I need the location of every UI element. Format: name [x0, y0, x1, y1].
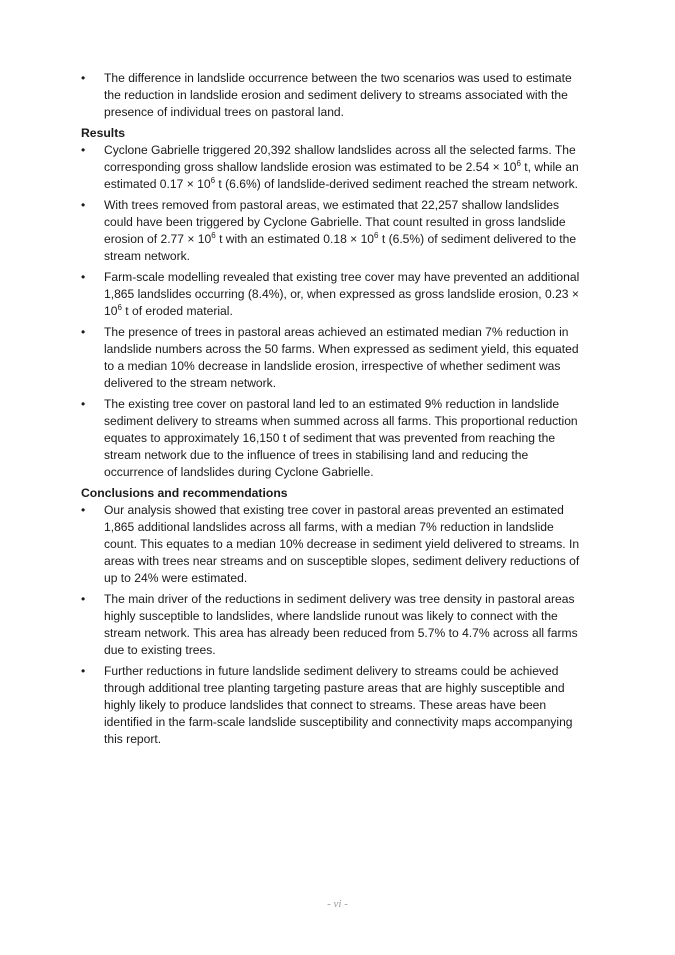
bullet-text: The existing tree cover on pastoral land led to an estimated 9% reduction in landslide sediment delivery to streams when summed across all farms. This proportional reduction equates to approximately 16,150 t of sediment that was prevented from reaching the stream network due to the influence of trees in stabilising land and reducing the occurrence of landslides during Cyclone Gabrielle.	[104, 397, 578, 479]
list-item	[81, 663, 581, 748]
list-item	[81, 142, 581, 193]
list-item	[81, 502, 581, 587]
exponent: 6	[516, 158, 521, 168]
list-item	[81, 591, 581, 659]
bullet-glyph: •	[81, 592, 86, 606]
list-item	[81, 324, 581, 392]
bullet-glyph: •	[81, 270, 86, 284]
bullet-text: With trees removed from pastoral areas, we estimated that 22,257 shallow landslides could have been triggered by Cyclone Gabrielle. That count resulted in gross landslide erosion of $2.77 \times 10^6$ t with an estimated $0.18 \times 10^6$ t (6.5%) of sediment delivered to the stream network.	[104, 198, 577, 263]
bullet-glyph: •	[81, 71, 86, 85]
page-number: - vi -	[327, 898, 348, 910]
exponent: 6	[117, 302, 122, 312]
bullet-text: The presence of trees in pastoral areas achieved an estimated median 7% reduction in landslide numbers across the 50 farms. When expressed as sediment yield, this equated to a median 10% decrease in landslide erosion, irrespective of whether sediment was delivered to the stream network.	[104, 325, 579, 390]
bullet-text: Cyclone Gabrielle triggered 20,392 shallow landslides across all the selected farms. The corresponding gross shallow landslide erosion was estimated to be $2.54 \times 10^6$ t, while an estimated $0.17 \times 10^6$ t (6.6%) of landslide-derived sediment reached the stream network.	[104, 143, 579, 191]
results-bullet-list	[81, 142, 581, 481]
conclusions-bullet-list	[81, 502, 581, 748]
bullet-text: The main driver of the reductions in sediment delivery was tree density in pastoral areas highly susceptible to landslides, where landslide runout was likely to connect with the stream network. This area has already been reduced from 5.7% to 4.7% across all farms due to existing trees.	[104, 592, 578, 657]
page-content	[81, 70, 581, 752]
bullet-glyph: •	[81, 198, 86, 212]
intro-bullet-list	[81, 70, 581, 121]
bullet-text: The difference in landslide occurrence between the two scenarios was used to estimate the reduction in landslide erosion and sediment delivery to streams associated with the presence of individual trees on pastoral land.	[104, 71, 572, 119]
bullet-glyph: •	[81, 664, 86, 678]
exponent: 6	[210, 175, 216, 185]
exponent: 6	[374, 230, 379, 240]
bullet-text: Further reductions in future landslide sediment delivery to streams could be achieved through additional tree planting targeting pasture areas that are highly susceptible and highly likely to produce landslides that connect to streams. These areas have been identified in the farm-scale landslide susceptibility and connectivity maps accompanying this report.	[104, 664, 573, 746]
conclusions-heading: Conclusions and recommendations	[81, 486, 288, 500]
list-item	[81, 269, 581, 320]
bullet-text: Farm-scale modelling revealed that existing tree cover may have prevented an additional 1,865 landslides occurring (8.4%), or, when expressed as gross landslide erosion, $0.23 \times 10^6$ t of eroded material.	[104, 270, 580, 318]
results-heading: Results	[81, 126, 126, 140]
list-item	[81, 197, 581, 265]
exponent: 6	[211, 230, 216, 240]
bullet-glyph: •	[81, 143, 86, 157]
bullet-glyph: •	[81, 397, 86, 411]
bullet-text: Our analysis showed that existing tree cover in pastoral areas prevented an estimated 1,865 additional landslides across all farms, with a median 7% reduction in landslide count. This equates to a median 10% decrease in sediment yield delivered to streams. In areas with trees near streams and on susceptible slopes, sediment delivery reductions of up to 24% were estimated.	[104, 503, 580, 585]
bullet-glyph: •	[81, 325, 86, 339]
bullet-glyph: •	[81, 503, 86, 517]
list-item	[81, 396, 581, 481]
list-item	[81, 70, 581, 121]
